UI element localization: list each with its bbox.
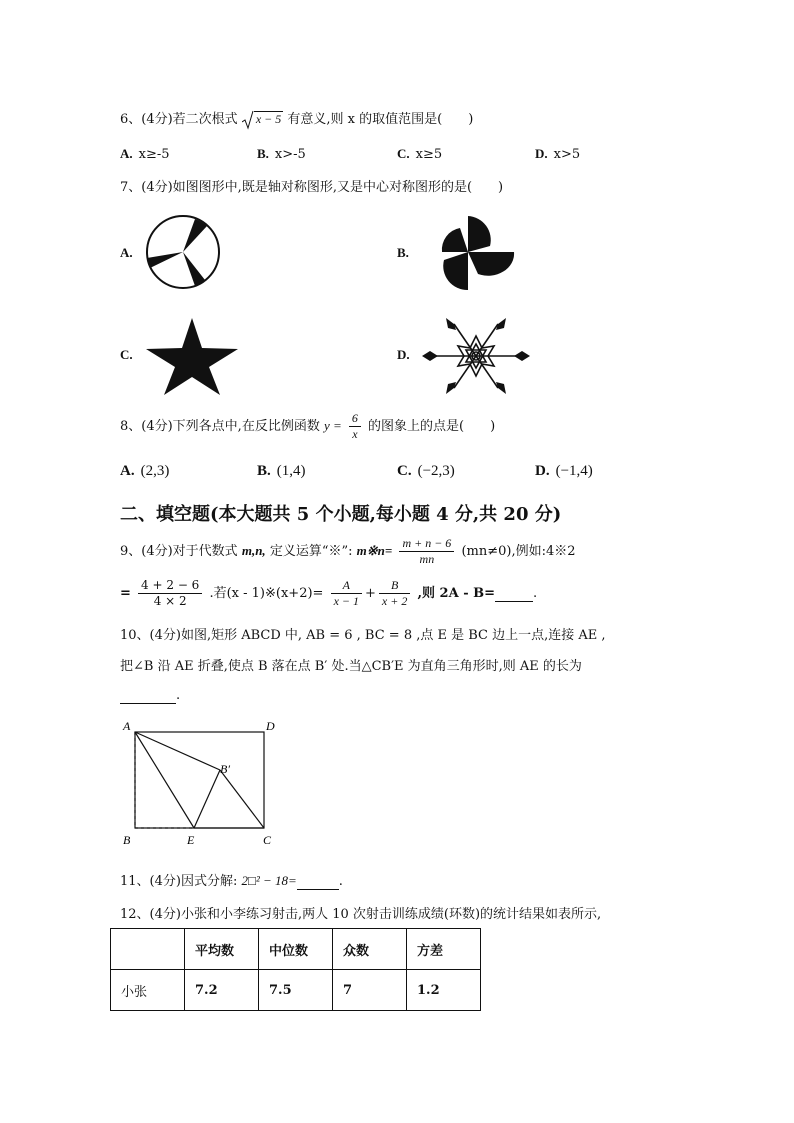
q8-option-b[interactable] (257, 461, 306, 480)
q9-line2-end: ,则 2A - B= (417, 586, 496, 601)
table-header-cell: 中位数 (259, 929, 333, 970)
option-text: (−1,4) (555, 463, 593, 479)
question-8 (120, 411, 495, 442)
point-e-label: E (187, 833, 195, 847)
option-label: A. (120, 463, 135, 479)
option-text: (−2,3) (417, 463, 455, 479)
question-10-line-1: 10、(4分)如图,矩形 ABCD 中, AB = 6 , BC = 8 ,点 E 是 BC 边上一点,连接 AE , (120, 628, 606, 643)
denominator: 4 × 2 (153, 594, 187, 608)
section-title: 二、填空题(本大题共 5 个小题,每小题 4 分,共 20 分) (120, 504, 562, 525)
point-b-label: B (123, 833, 131, 847)
denominator: x (352, 427, 358, 441)
denominator: x + 2 (381, 594, 408, 608)
q7-option-a-label[interactable] (120, 245, 139, 261)
table-row (111, 970, 481, 1011)
answer-blank[interactable] (495, 586, 533, 602)
numerator: 4 + 2 − 6 (138, 578, 202, 594)
q9-mid: 定义运算“※”: (269, 544, 353, 559)
table-header-row (111, 929, 481, 970)
option-label: D. (535, 463, 550, 479)
q9-line2-mid: .若(x - 1)※(x+2)= (209, 586, 324, 601)
q6-option-c[interactable] (397, 146, 442, 162)
table-header-cell: 平均数 (185, 929, 259, 970)
q11-end: . (338, 874, 343, 889)
question-12: 12、(4分)小张和小李练习射击,两人 10 次射击训练成绩(环数)的统计结果如表所示, (120, 907, 602, 922)
option-label: D. (535, 146, 548, 161)
option-label: B. (397, 245, 409, 260)
table-cell: 小张 (111, 970, 185, 1011)
option-label: B. (257, 463, 271, 479)
question-11 (120, 870, 343, 890)
denominator: x − 1 (333, 594, 360, 608)
table-cell: 7.5 (259, 970, 333, 1011)
q6-suffix: 有意义,则 x 的取值范围是( ) (287, 112, 474, 127)
q7-option-c-label[interactable] (120, 347, 139, 363)
q6-option-b[interactable] (257, 146, 306, 162)
numerator: A (331, 578, 362, 594)
circle-with-three-sectors-icon[interactable] (145, 215, 225, 291)
q8-suffix: 的图象上的点是( ) (368, 419, 496, 434)
option-text: (1,4) (276, 463, 306, 479)
question-9-line-1 (120, 536, 576, 567)
q9-vars: m,n, (241, 543, 266, 558)
table-cell: 7 (333, 970, 407, 1011)
q8-option-c[interactable] (397, 461, 455, 480)
radical-sign-icon (242, 110, 254, 130)
table-header-cell: 方差 (407, 929, 481, 970)
snowflake-icon[interactable] (422, 316, 530, 396)
q9-op: m※n= (356, 543, 393, 558)
q9-b-fraction (379, 578, 410, 609)
point-b-prime-label: B′ (220, 762, 230, 776)
q9-prefix: 9、(4分)对于代数式 (120, 544, 238, 559)
answer-blank[interactable] (297, 874, 339, 890)
numerator: 6 (349, 411, 361, 427)
q8-prefix: 8、(4分)下列各点中,在反比例函数 (120, 419, 320, 434)
option-text: x≥-5 (138, 147, 170, 162)
option-label: C. (397, 463, 412, 479)
answer-blank[interactable] (120, 688, 176, 704)
question-7: 7、(4分)如图图形中,既是轴对称图形,又是中心对称图形的是( ) (120, 180, 504, 195)
five-point-star-icon[interactable] (144, 317, 240, 395)
q8-option-d[interactable] (535, 461, 593, 480)
option-label: A. (120, 245, 133, 260)
point-d-label: D (266, 719, 275, 733)
q9-a-fraction (331, 578, 362, 609)
q6-radicand: x − 5 (255, 112, 282, 126)
pinwheel-icon[interactable] (420, 212, 518, 292)
option-label: C. (120, 347, 133, 362)
q11-expression: 2□² − 18= (241, 873, 297, 888)
plus-sign: + (365, 586, 376, 601)
q7-option-b-label[interactable] (397, 245, 415, 261)
q6-option-a[interactable] (120, 146, 170, 162)
square-root (242, 110, 283, 130)
q9-equals: = (120, 586, 131, 601)
table-cell: 1.2 (407, 970, 481, 1011)
q6-option-d[interactable] (535, 146, 580, 162)
point-a-label: A (123, 719, 131, 733)
q9-example-fraction (138, 578, 202, 609)
q11-prefix: 11、(4分)因式分解: (120, 874, 238, 889)
numerator: m + n − 6 (399, 536, 454, 552)
point-c-label: C (263, 833, 272, 847)
option-text: (2,3) (140, 463, 170, 479)
q8-func-lhs: y = (323, 418, 342, 433)
table-header-cell (111, 929, 185, 970)
q6-prefix: 6、(4分)若二次根式 (120, 112, 238, 127)
q8-option-a[interactable] (120, 461, 169, 480)
option-label: D. (397, 347, 410, 362)
q7-option-d-label[interactable] (397, 347, 416, 363)
option-text: x≥5 (415, 147, 443, 162)
question-9-line-2 (120, 578, 537, 609)
table-cell: 7.2 (185, 970, 259, 1011)
q9-end: . (533, 586, 538, 601)
question-10-line-3 (120, 688, 180, 704)
q8-fraction (349, 411, 361, 442)
option-text: x>5 (553, 147, 581, 162)
q10-end: . (176, 688, 181, 703)
q9-definition-fraction (399, 536, 454, 567)
rectangle-fold-diagram (118, 712, 288, 847)
option-label: A. (120, 146, 133, 161)
score-table (110, 928, 481, 1011)
numerator: B (379, 578, 410, 594)
option-label: C. (397, 146, 410, 161)
denominator: mn (419, 552, 435, 566)
table-header-cell: 众数 (333, 929, 407, 970)
option-label: B. (257, 146, 269, 161)
q9-condition: (mn≠0),例如:4※2 (461, 544, 576, 559)
option-text: x>-5 (274, 147, 306, 162)
question-10-line-2: 把∠B 沿 AE 折叠,使点 B 落在点 B′ 处.当△CB′E 为直角三角形时,则 AE 的长为 (120, 659, 582, 674)
question-6 (120, 108, 473, 130)
